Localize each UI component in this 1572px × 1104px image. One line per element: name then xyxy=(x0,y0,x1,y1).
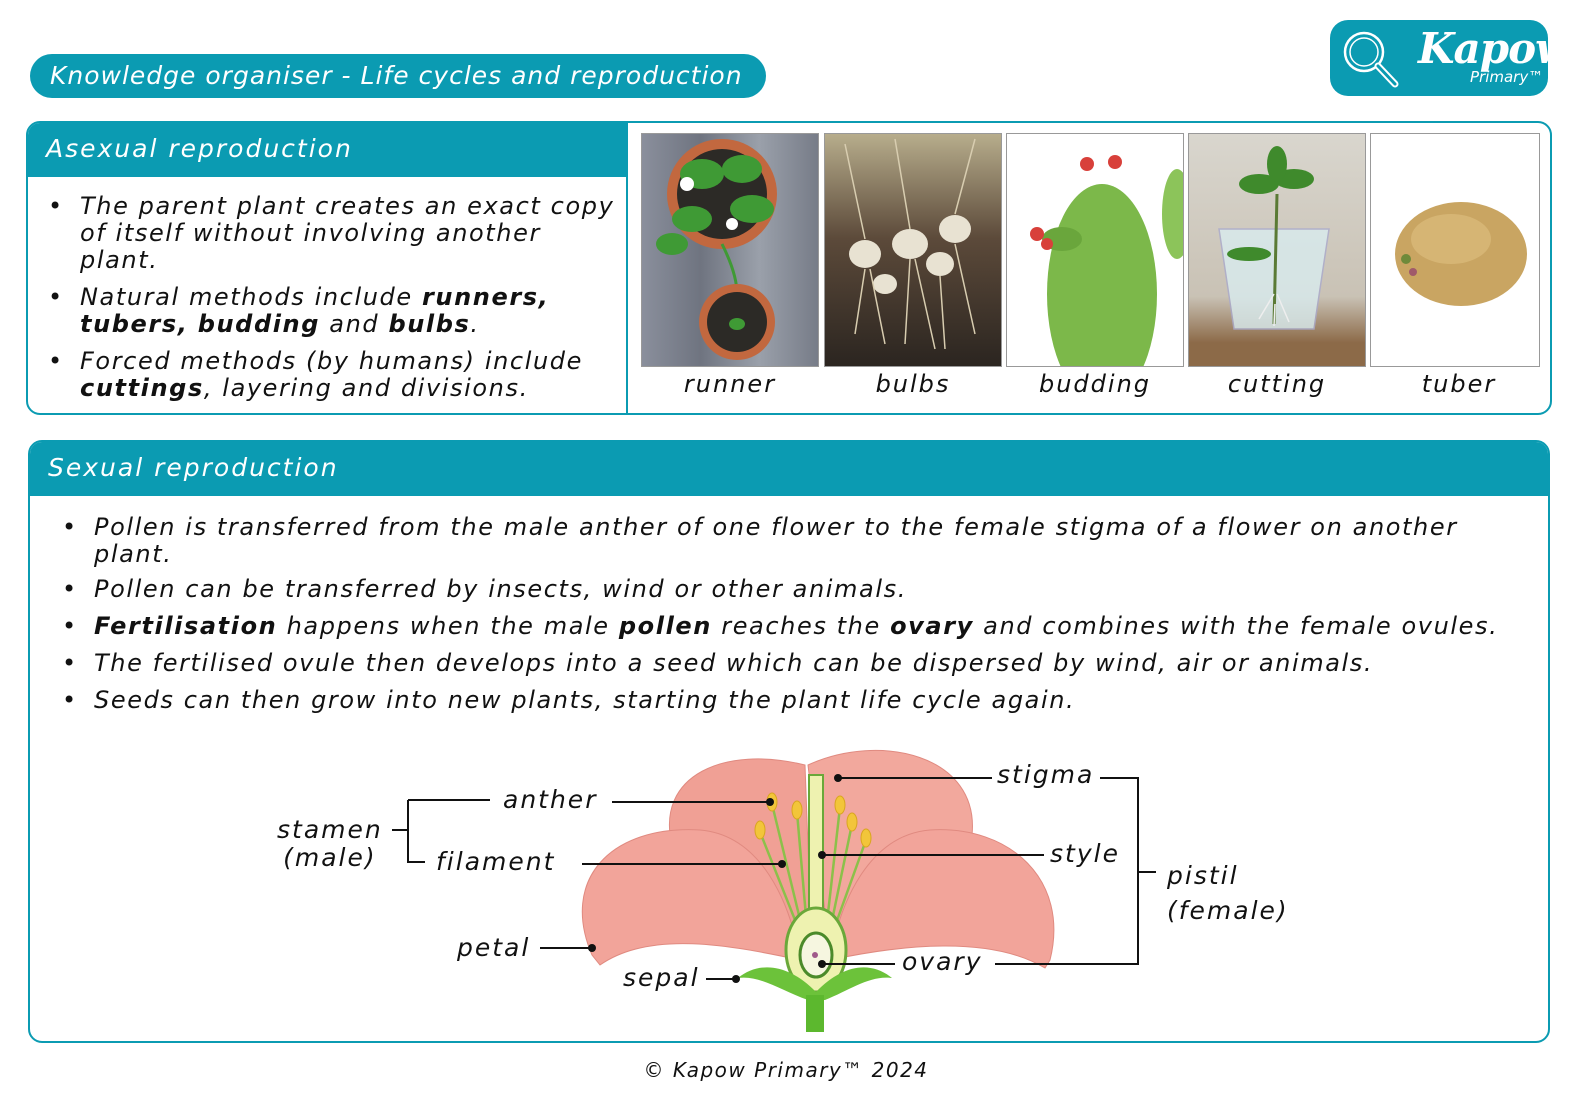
label-petal: petal xyxy=(457,933,531,962)
image-label-tuber: tuber xyxy=(1421,370,1497,398)
label-ovary: ovary xyxy=(902,947,983,976)
label-sepal: sepal xyxy=(623,963,700,992)
asexual-bullet: • Forced methods (by humans) include cuttings, layering and divisions. xyxy=(80,348,615,402)
sexual-bullet: • The fertilised ovule then develops into a seed which can be dispersed by wind, air or animals. xyxy=(94,650,1514,677)
label-style: style xyxy=(1050,839,1120,868)
logo-brand: Kapow xyxy=(1418,24,1571,73)
image-label-runner: runner xyxy=(683,370,777,398)
asexual-bullet: • The parent plant creates an exact copy of itself without involving another plant. xyxy=(80,193,615,274)
footer-copyright: © Kapow Primary™ 2024 xyxy=(643,1058,929,1082)
label-stigma: stigma xyxy=(997,760,1095,789)
asexual-bullet: • Natural methods include runners, tubers, budding and bulbs. xyxy=(80,284,615,338)
sexual-bullet: • Fertilisation happens when the male pollen reaches the ovary and combines with the female ovules. xyxy=(94,613,1514,640)
label-stamen: stamen (male) xyxy=(277,815,383,872)
image-label-cutting: cutting xyxy=(1227,370,1327,398)
logo-sub: Primary™ xyxy=(1470,68,1544,86)
image-label-bulbs: bulbs xyxy=(875,370,951,398)
asexual-heading: Asexual reproduction xyxy=(28,123,626,177)
label-pistil: pistil (female) xyxy=(1167,861,1289,925)
label-anther: anther xyxy=(503,785,598,814)
sexual-bullet: • Pollen can be transferred by insects, wind or other animals. xyxy=(94,576,1514,603)
label-filament: filament xyxy=(436,847,556,876)
image-label-budding: budding xyxy=(1038,370,1152,398)
sexual-bullet: • Seeds can then grow into new plants, starting the plant life cycle again. xyxy=(94,687,1514,714)
sexual-bullet: • Pollen is transferred from the male anther of one flower to the female stigma of a flower on another plant. xyxy=(94,514,1514,568)
page-title: Knowledge organiser - Life cycles and reproduction xyxy=(30,54,766,98)
sexual-heading: Sexual reproduction xyxy=(30,442,1550,496)
